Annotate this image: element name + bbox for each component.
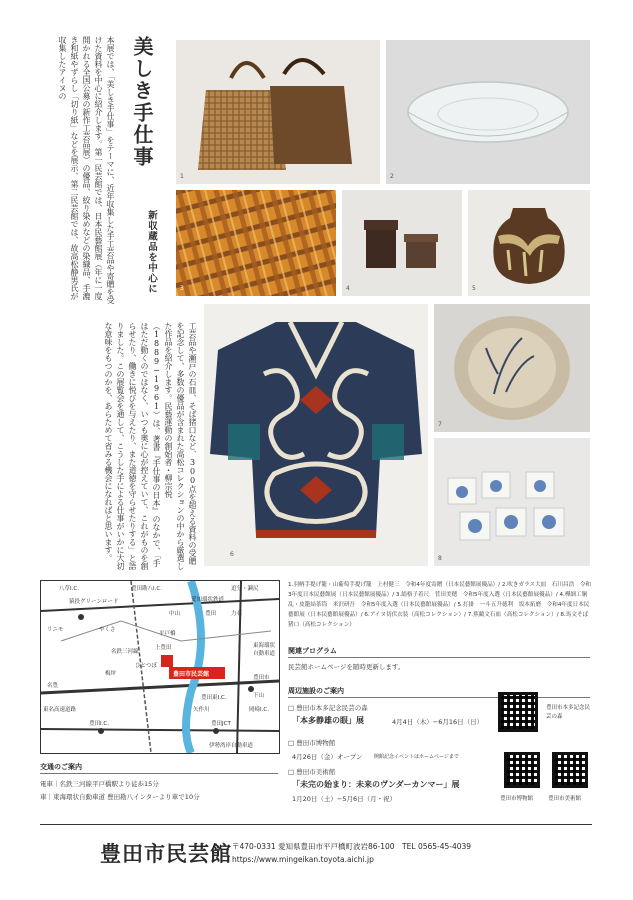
- map-label: 八草I.C.: [59, 586, 79, 592]
- photo-number: 8: [438, 555, 442, 562]
- access-map: [40, 580, 280, 754]
- photo-number: 1: [180, 173, 184, 180]
- access-heading: 交通のご案内: [40, 763, 82, 771]
- photo-stone-plate: [434, 304, 590, 432]
- facility-date: 4月26日（金）オープン: [292, 753, 363, 761]
- map-label: 豊田市: [253, 675, 270, 681]
- map-label: 平戸橋: [159, 631, 176, 637]
- divider: [288, 697, 590, 698]
- map-label: 上豊田: [155, 645, 172, 651]
- qr-code-icon[interactable]: [552, 752, 588, 788]
- map-venue-label: 豊田市民芸館: [173, 671, 210, 678]
- footer-url[interactable]: https://www.mingeikan.toyota.aichi.jp: [232, 855, 374, 864]
- access-train: 電車｜名鉄三河線平戸橋駅より徒歩15分: [40, 780, 159, 788]
- map-label: 追分・瀬尻: [231, 586, 259, 592]
- access-car: 車｜東海環状自動車道 豊田勘八インターより車で10分: [40, 793, 200, 801]
- photo-soba-cups: [434, 438, 590, 566]
- facility-exhibit: 「本多静雄の眼」展: [292, 716, 364, 725]
- map-label: 下山: [253, 693, 265, 699]
- facility-note: 開館記念イベントはホームページまで: [374, 754, 459, 760]
- related-program-heading: 関連プログラム: [288, 647, 337, 655]
- qr-label: 豊田市博物館: [500, 796, 534, 802]
- photo-jar: [468, 190, 590, 296]
- map-label: 東名高速道路: [43, 707, 77, 713]
- map-label: 豊田東I.C.: [201, 695, 227, 701]
- body-text-2: 工芸品や瀬戸の石皿、そば猪口など、300点を超える資料の受贈を記念して、多数の優品が含まれた高松コレクションの中から厳選した作品を紹介します。民藝運動の創始者・柳宗悦（1889−1961）は、著書『手仕事の日本』のなかで、「手はただ動くのではなく、いつも奥に心が控えていて、これがものを創らせたり、働きに悦びを与えたり、また道徳を守らせたりする」と語りました。この展覧会を通して、こうした手による仕事がいかに大切な意味をもつのかを、あらためて省みる機会になればと思います。: [104, 322, 197, 570]
- map-label: 梅坪: [105, 671, 117, 677]
- facility-name: □ 豊田市美術館: [288, 768, 336, 776]
- photo-number: 5: [472, 285, 476, 292]
- map-label: 東海環状自動車道: [253, 643, 276, 657]
- map-label: 矢作川: [193, 707, 210, 713]
- map-label: やくさ: [99, 627, 116, 633]
- map-label: 豊田勘八I.C.: [131, 586, 162, 592]
- divider: [40, 773, 278, 774]
- qr-label: 豊田市本多記念民芸の森: [546, 705, 591, 720]
- footer-address: 〒470-0331 愛知県豊田市平戸橋町波岩86-100 TEL 0565-45-4039: [232, 842, 472, 851]
- map-label: 力石: [231, 611, 243, 617]
- facility-exhibit: 「未完の始まり：未来のヴンダーカンマー」展: [292, 780, 460, 789]
- qr-code-icon[interactable]: [498, 692, 538, 732]
- nearby-heading: 周辺施設のご案内: [288, 687, 344, 695]
- map-label: 愛知環状鉄道: [191, 597, 225, 603]
- page-subtitle: 新収蔵品を中心に: [146, 210, 157, 294]
- photo-textile: [176, 190, 336, 296]
- photo-number: 7: [438, 421, 442, 428]
- map-label: 豊田I.C.: [89, 721, 109, 727]
- facility-name: □ 豊田市博物館: [288, 739, 336, 747]
- photo-glass-plate: [386, 40, 590, 184]
- map-label: ひとつぼ: [135, 663, 157, 669]
- facility-date: 1月20日（土）−5月6日（月・祝）: [292, 795, 397, 803]
- footer-divider: [40, 824, 592, 825]
- qr-label: 豊田市美術館: [548, 796, 582, 802]
- map-label: 名豊: [47, 683, 59, 689]
- photo-number: 3: [180, 285, 184, 292]
- photo-number: 4: [346, 285, 350, 292]
- photo-number: 6: [230, 551, 234, 558]
- photo-ainu-robe: [204, 304, 428, 566]
- map-label: 豊田: [205, 611, 217, 617]
- map-label: 豊田JCT: [211, 721, 231, 727]
- photo-baskets: [176, 40, 380, 184]
- facility-date: 4月4日（木）−6月16日（日）: [392, 718, 484, 726]
- map-label: 岡崎I.C.: [249, 707, 269, 713]
- map-label: 中山: [169, 611, 181, 617]
- map-label: 名鉄三河線: [111, 649, 139, 655]
- map-label: 猿投グリーンロード: [69, 599, 119, 605]
- qr-code-icon[interactable]: [504, 752, 540, 788]
- photo-captions: 1.羽柄手提げ籠・山葡萄手提げ籠 上村健三 令和4年度寄贈（日本民藝館展優品）/ 2.吹きガラス大皿 石川昌浩 令和3年度日本民藝館展（日本民藝館展優品）/ 3.絹格子着尺 菅田美穂 令和5年度入選（日本民藝館展優品）/ 4.樺細工胴乱・皮籠結茶筒 米沢研吾 令和5年度入選（日本民藝館展優品）/ 5.打掛 一斗五升徳利 坂本拓磨 令和4年度日本民藝館展（日本民藝館展優品）/ 6.アイヌ切伏衣装（高松コレクション）/ 7.蕉藺文石皿（高松コレクション）/ 8.馬文そば猪口（高松コレクション）: [288, 582, 592, 628]
- museum-logo: 豊田市民芸館: [100, 841, 232, 866]
- body-text-1: 本展では、「美しき手仕事」をテーマに、近年収集した手工芸品や寄贈を受けた資料を中心に紹介します。第一民芸館では、日本民藝館展（年に一度開かれる全国公募の新作工芸品展）の優品、絞り染めなどの染織品、手漉き和紙やずらし「切り紙」などを展示、第二民芸館では、故高松静男氏が収集したアイヌの: [58, 36, 115, 304]
- divider: [288, 657, 590, 658]
- related-program-text: 民芸館ホームページを随時更新します。: [288, 663, 405, 671]
- map-label: 伊勢湾岸自動車道: [209, 743, 254, 749]
- map-label: リニモ: [47, 627, 64, 633]
- photo-tea-caddies: [342, 190, 462, 296]
- page-title: 美しき手仕事: [130, 36, 154, 168]
- photo-number: 2: [390, 173, 394, 180]
- facility-name: □ 豊田市本多記念民芸の森: [288, 704, 368, 712]
